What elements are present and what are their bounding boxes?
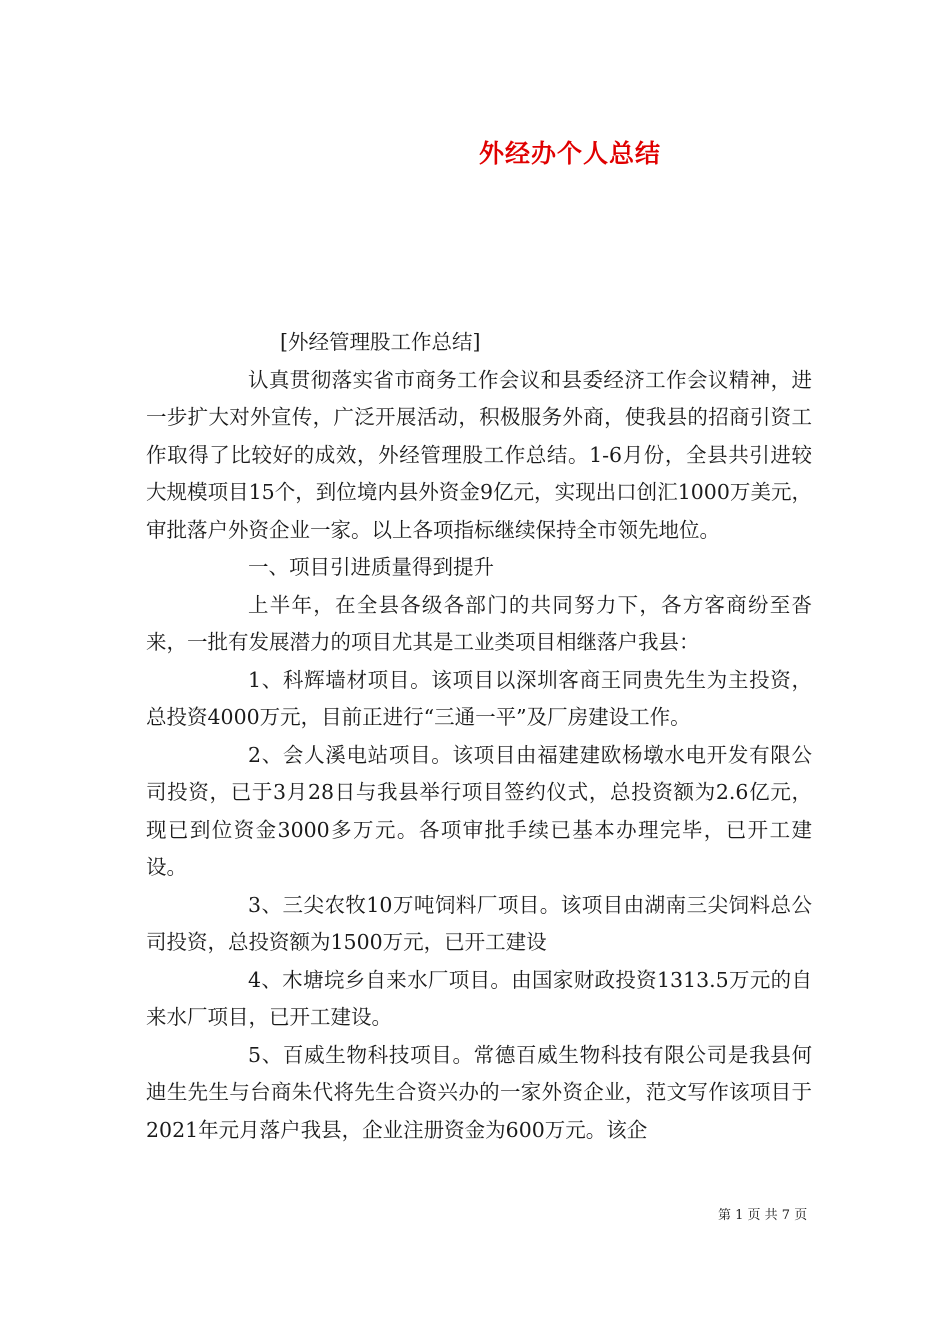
list-item: 4、木塘垸乡自来水厂项目。由国家财政投资1313.5万元的自来水厂项目，已开工建设。 [146, 967, 812, 1029]
list-item: 3、三尖农牧10万吨饲料厂项目。该项目由湖南三尖饲料总公司投资，总投资额为1500万元，已开工建设 [146, 892, 812, 954]
section-heading: [外经管理股工作总结] [280, 330, 481, 354]
list-item: 5、百威生物科技项目。常德百威生物科技有限公司是我县何迪生先生与台商朱代将先生合资兴办的一家外资企业，范文写作该项目于2021年元月落户我县，企业注册资金为600万元。该企 [146, 1042, 812, 1142]
document-title: 外经办个人总结 [478, 139, 661, 168]
list-item: 2、会人溪电站项目。该项目由福建建欧杨墩水电开发有限公司投资，已于3月28日与我县举行项目签约仪式，总投资额为2.6亿元，现已到位资金3000多万元。各项审批手续已基本办理完毕，已开工建设。 [146, 742, 812, 879]
paragraph-intro: 认真贯彻落实省市商务工作会议和县委经济工作会议精神，进一步扩大对外宣传，广泛开展活动，积极服务外商，使我县的招商引资工作取得了比较好的成效，外经管理股工作总结。1-6月份，全县共引进较大规模项目15个，到位境内县外资金9亿元，实现出口创汇1000万美元，审批落户外资企业一家。以上各项指标继续保持全市领先地位。 [146, 367, 812, 542]
page-number: 第 1 页 共 7 页 [718, 1208, 808, 1223]
section-heading-one: 一、项目引进质量得到提升 [248, 555, 494, 579]
document-body [146, 324, 812, 1149]
list-item: 1、科辉墙材项目。该项目以深圳客商王同贵先生为主投资，总投资4000万元，目前正进行“三通一平”及厂房建设工作。 [146, 667, 812, 729]
paragraph: 上半年，在全县各级各部门的共同努力下，各方客商纷至沓来，一批有发展潜力的项目尤其是工业类项目相继落户我县： [146, 592, 812, 654]
